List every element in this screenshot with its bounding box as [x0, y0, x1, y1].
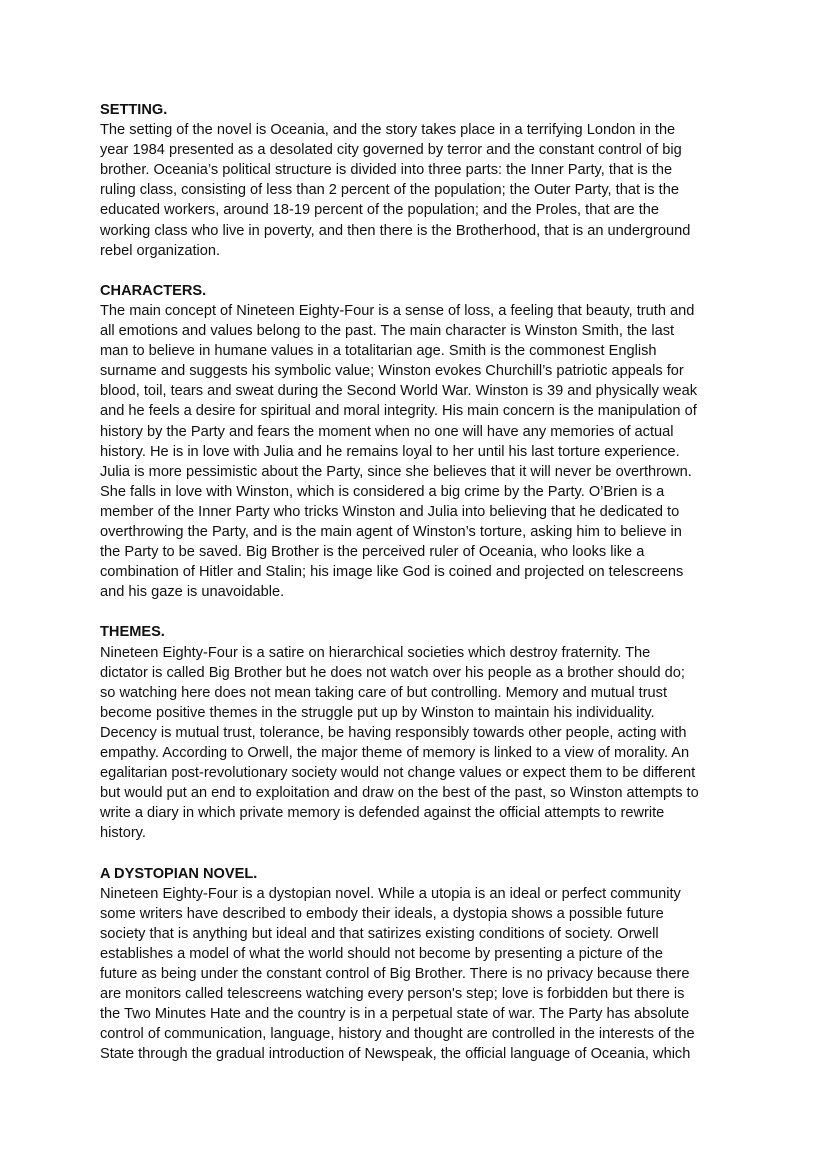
- paragraph-line: ruling class, consisting of less than 2 percent of the population; the Outer Party, that is the: [100, 182, 679, 199]
- paragraph-line: overthrowing the Party, and is the main agent of Winston’s torture, asking him to believe in: [100, 523, 682, 540]
- paragraph-line: Decency is mutual trust, tolerance, be having responsibly towards other people, acting with: [100, 724, 687, 741]
- paragraph-line: Nineteen Eighty-Four is a satire on hierarchical societies which destroy fraternity. The: [100, 644, 651, 661]
- section: [100, 622, 740, 843]
- paragraph-line: become positive themes in the struggle put up by Winston to maintain his individuality.: [100, 704, 655, 721]
- paragraph-line: all emotions and values belong to the past. The main character is Winston Smith, the last: [100, 323, 675, 340]
- paragraph-line: Nineteen Eighty-Four is a dystopian novel. While a utopia is an ideal or perfect community: [100, 885, 681, 902]
- paragraph-line: history by the Party and fears the moment when no one will have any memories of actual: [100, 423, 674, 440]
- section-heading: CHARACTERS.: [100, 282, 207, 299]
- paragraph-line: but would put an end to exploitation and draw on the best of the past, so Winston attempts to: [100, 785, 699, 802]
- paragraph-line: the Party to be saved. Big Brother is the perceived ruler of Oceania, who looks like a: [100, 544, 645, 561]
- paragraph-line: The main concept of Nineteen Eighty-Four is a sense of loss, a feeling that beauty, truth and: [100, 302, 695, 319]
- paragraph-line: combination of Hitler and Stalin; his image like God is coined and projected on telescreens: [100, 564, 684, 581]
- section-heading: THEMES.: [100, 624, 165, 641]
- paragraph-line: the Two Minutes Hate and the country is in a perpetual state of war. The Party has absolute: [100, 1006, 690, 1023]
- paragraph-line: history. He is in love with Julia and he remains loyal to her until his last torture experience.: [100, 443, 680, 460]
- paragraph-line: State through the gradual introduction of Newspeak, the official language of Oceania, which: [100, 1046, 691, 1063]
- paragraph-line: blood, toil, tears and sweat during the Second World War. Winston is 39 and physically weak: [100, 383, 698, 400]
- section: [100, 281, 740, 603]
- section-heading: SETTING.: [100, 102, 168, 118]
- paragraph-line: She falls in love with Winston, which is considered a big crime by the Party. O’Brien is a: [100, 483, 665, 500]
- paragraph-line: some writers have described to embody their ideals, a dystopia shows a possible future: [100, 905, 664, 922]
- paragraph-line: The setting of the novel is Oceania, and the story takes place in a terrifying London in the: [100, 122, 676, 139]
- paragraph-line: control of communication, language, history and thought are controlled in the interests of the: [100, 1026, 695, 1043]
- section: [100, 100, 740, 261]
- paragraph-line: egalitarian post-revolutionary society would not change values or expect them to be different: [100, 765, 696, 782]
- paragraph-line: surname and suggests his symbolic value; Winston evokes Churchill’s patriotic appeals for: [100, 363, 684, 380]
- paragraph-line: future as being under the constant control of Big Brother. There is no privacy because there: [100, 966, 690, 983]
- paragraph-line: society that is anything but ideal and that satirizes existing conditions of society. Orwell: [100, 925, 659, 942]
- paragraph-line: establishes a model of what the world should not become by presenting a picture of the: [100, 945, 664, 962]
- paragraph-line: and he feels a desire for spiritual and moral integrity. His main concern is the manipulation of: [100, 403, 697, 420]
- paragraph-line: man to believe in humane values in a totalitarian age. Smith is the commonest English: [100, 343, 657, 360]
- paragraph-line: Julia is more pessimistic about the Party, since she believes that it will never be overthrown.: [100, 463, 692, 480]
- paragraph-line: educated workers, around 18-19 percent of the population; and the Proles, that are the: [100, 202, 659, 219]
- paragraph-line: dictator is called Big Brother but he does not watch over his people as a brother should do;: [100, 664, 685, 681]
- paragraph-line: history.: [100, 825, 146, 842]
- paragraph-line: so watching here does not mean taking care of but controlling. Memory and mutual trust: [100, 684, 668, 701]
- paragraph-line: are monitors called telescreens watching every person's step; love is forbidden but there is: [100, 986, 685, 1003]
- paragraph-line: and his gaze is unavoidable.: [100, 584, 285, 601]
- paragraph-line: rebel organization.: [100, 242, 221, 259]
- document-page: [100, 100, 740, 1085]
- section-heading: A DYSTOPIAN NOVEL.: [100, 865, 258, 882]
- paragraph-line: year 1984 presented as a desolated city governed by terror and the constant control of big: [100, 142, 682, 159]
- paragraph-line: empathy. According to Orwell, the major theme of memory is linked to a view of morality. An: [100, 745, 690, 761]
- paragraph-line: write a diary in which private memory is defended against the official attempts to rewrite: [100, 805, 665, 822]
- paragraph-line: working class who live in poverty, and then there is the Brotherhood, that is an underground: [100, 222, 691, 239]
- paragraph-line: member of the Inner Party who tricks Winston and Julia into believing that he dedicated to: [100, 503, 680, 520]
- paragraph-line: brother. Oceania’s political structure is divided into three parts: the Inner Party, that is the: [100, 162, 673, 179]
- section: [100, 864, 740, 1065]
